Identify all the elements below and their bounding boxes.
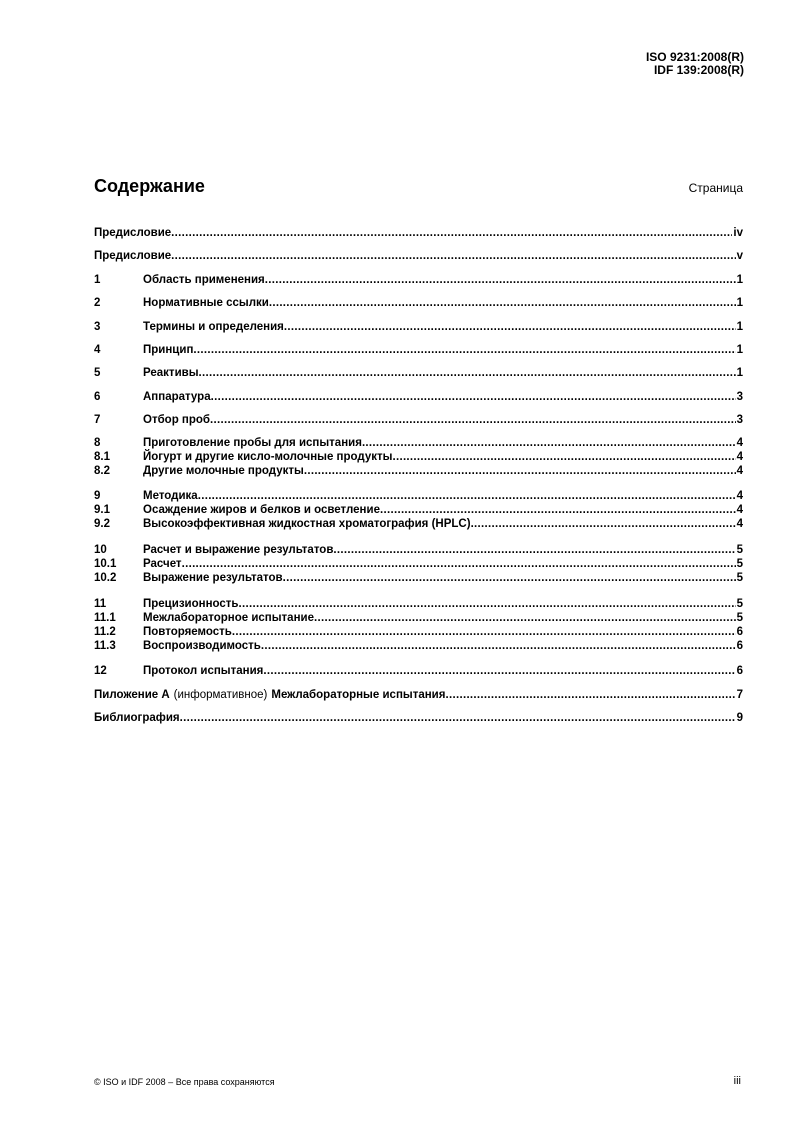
toc-entry[interactable] — [94, 571, 743, 584]
toc-entry-number: 2 — [94, 297, 101, 309]
toc-entry-number: 11 — [94, 598, 107, 610]
toc-entry-page: 1 — [736, 344, 743, 356]
toc-entry-bibliography[interactable] — [94, 711, 743, 724]
toc-entry[interactable] — [94, 273, 743, 286]
toc-entry-title: Межлабораторное испытание — [143, 612, 314, 624]
toc-entry-annex[interactable] — [94, 688, 743, 701]
toc-entry-page: 3 — [736, 391, 743, 403]
toc-dot-leader — [171, 226, 732, 239]
toc-dot-leader — [284, 320, 736, 333]
toc-dot-leader — [380, 503, 736, 516]
toc-entry-number: 10.1 — [94, 558, 117, 570]
toc-entry[interactable] — [94, 413, 743, 426]
toc-entry-number: 11.1 — [94, 612, 116, 624]
toc-entry-number: 3 — [94, 321, 101, 333]
toc-entry-title: Область применения — [143, 274, 265, 286]
toc-entry-page: v — [736, 250, 743, 262]
toc-entry-number: 10.2 — [94, 572, 117, 584]
toc-entry-page: 5 — [736, 572, 743, 584]
toc-dot-leader — [471, 517, 736, 530]
toc-entry-title: Предисловие — [94, 250, 172, 262]
toc-entry-title: Аппаратура — [143, 391, 211, 403]
toc-entry-page: iv — [733, 227, 743, 239]
toc-dot-leader — [362, 436, 736, 449]
toc-entry-number: 11.3 — [94, 640, 116, 652]
toc-entry[interactable] — [94, 390, 743, 403]
toc-entry[interactable] — [94, 226, 743, 239]
toc-entry-number: 5 — [94, 367, 101, 379]
toc-entry[interactable] — [94, 639, 743, 652]
page-title: Содержание — [94, 176, 205, 196]
toc-entry-title: Реактивы — [143, 367, 199, 379]
toc-entry-page: 4 — [736, 490, 743, 502]
header-iso-number: ISO 9231:2008(R) — [645, 50, 744, 64]
footer-page-number: iii — [733, 1075, 741, 1087]
toc-entry-page: 6 — [736, 665, 743, 677]
toc-dot-leader — [263, 664, 735, 677]
toc-dot-leader — [193, 343, 735, 356]
toc-entry-title: Приготовление пробы для испытания — [143, 437, 362, 449]
toc-entry[interactable] — [94, 489, 743, 502]
toc-dot-leader — [269, 296, 736, 309]
toc-entry-title: Принцип — [143, 344, 194, 356]
toc-dot-leader — [210, 413, 736, 426]
toc-entry-page: 6 — [736, 626, 743, 638]
toc-entry-number: 8 — [94, 437, 101, 449]
toc-entry[interactable] — [94, 296, 743, 309]
toc-entry[interactable] — [94, 436, 743, 449]
toc-entry-title: Другие молочные продукты — [143, 465, 304, 477]
toc-entry-page: 5 — [736, 612, 743, 624]
toc-dot-leader — [180, 711, 736, 724]
toc-dot-leader — [198, 489, 736, 502]
toc-dot-leader — [261, 639, 736, 652]
toc-entry-page: 1 — [736, 297, 743, 309]
toc-entry-number: 12 — [94, 665, 107, 677]
toc-dot-leader — [445, 688, 735, 701]
document-header — [646, 51, 744, 77]
toc-entry-title: Протокол испытания — [143, 665, 264, 677]
toc-entry-title: Нормативные ссылки — [143, 297, 269, 309]
toc-entry-title: Йогурт и другие кисло-молочные продукты — [143, 451, 393, 463]
toc-dot-leader — [265, 273, 736, 286]
toc-entry[interactable] — [94, 597, 743, 610]
toc-entry-title: Высокоэффективная жидкостная хроматография (HPLC) — [143, 518, 471, 530]
toc-entry[interactable] — [94, 366, 743, 379]
toc-dot-leader — [333, 543, 735, 556]
toc-entry-page: 4 — [736, 518, 743, 530]
toc-dot-leader — [239, 597, 736, 610]
toc-entry-page: 5 — [736, 544, 743, 556]
toc-entry-title: Выражение результатов — [143, 572, 283, 584]
toc-entry[interactable] — [94, 320, 743, 333]
footer-copyright: © ISO и IDF 2008 – Все права сохраняются — [94, 1077, 275, 1087]
toc-entry-page: 5 — [736, 558, 743, 570]
toc-entry[interactable] — [94, 625, 743, 638]
annex-page: 7 — [736, 689, 743, 701]
toc-dot-leader — [232, 625, 736, 638]
toc-entry-title: Методика — [143, 490, 198, 502]
toc-entry[interactable] — [94, 543, 743, 556]
toc-entry-title: Воспроизводимость — [143, 640, 261, 652]
bibliography-title: Библиография — [94, 712, 180, 724]
toc-entry[interactable] — [94, 503, 743, 516]
annex-label: Пиложение А — [94, 689, 170, 701]
bibliography-page: 9 — [736, 712, 743, 724]
toc-entry-page: 4 — [736, 437, 743, 449]
toc-entry-title: Предисловие — [94, 227, 172, 239]
toc-entry-number: 6 — [94, 391, 101, 403]
toc-dot-leader — [314, 611, 736, 624]
toc-dot-leader — [199, 366, 736, 379]
toc-dot-leader — [182, 557, 736, 570]
toc-entry-title: Расчет — [143, 558, 182, 570]
toc-entry-number: 1 — [94, 274, 101, 286]
toc-dot-leader — [283, 571, 736, 584]
toc-entry-title: Термины и определения — [143, 321, 284, 333]
toc-entry[interactable] — [94, 557, 743, 570]
toc-entry[interactable] — [94, 664, 743, 677]
toc-entry-page: 4 — [736, 465, 743, 477]
toc-entry-number: 8.1 — [94, 451, 110, 463]
toc-entry-page: 5 — [736, 598, 743, 610]
toc-entry-page: 1 — [736, 367, 743, 379]
toc-entry-number: 9 — [94, 490, 101, 502]
annex-title: Межлабораторные испытания — [271, 689, 446, 701]
toc-entry-page: 1 — [736, 321, 743, 333]
toc-entry-page: 1 — [736, 274, 743, 286]
toc-entry[interactable] — [94, 249, 743, 262]
toc-entry-number: 9.1 — [94, 504, 110, 516]
toc-entry-number: 9.2 — [94, 518, 110, 530]
toc-entry-number: 8.2 — [94, 465, 110, 477]
toc-entry-title: Расчет и выражение результатов — [143, 544, 334, 556]
toc-dot-leader — [211, 390, 736, 403]
toc-entry[interactable] — [94, 517, 743, 530]
toc-dot-leader — [304, 464, 736, 477]
toc-entry-page: 4 — [736, 504, 743, 516]
toc-entry-page: 3 — [736, 414, 743, 426]
toc-dot-leader — [392, 450, 735, 463]
header-idf-number: IDF 139:2008(R) — [653, 63, 744, 77]
toc-entry-page: 4 — [736, 451, 743, 463]
toc-entry-title: Повторяемость — [143, 626, 232, 638]
toc-entry[interactable] — [94, 343, 743, 356]
toc-entry-number: 11.2 — [94, 626, 116, 638]
toc-entry[interactable] — [94, 450, 743, 463]
toc-entry[interactable] — [94, 464, 743, 477]
toc-entry-title: Осаждение жиров и белков и осветление — [143, 504, 380, 516]
toc-entry-title: Прецизионность — [143, 598, 239, 610]
toc-dot-leader — [171, 249, 735, 262]
toc-entry[interactable] — [94, 611, 743, 624]
annex-qualifier: (информативное) — [173, 689, 268, 701]
toc-entry-title: Отбор проб — [143, 414, 211, 426]
toc-entry-number: 4 — [94, 344, 101, 356]
page-column-label: Страница — [688, 181, 743, 195]
toc-entry-number: 10 — [94, 544, 107, 556]
toc-entry-page: 6 — [736, 640, 743, 652]
toc-entry-number: 7 — [94, 414, 101, 426]
